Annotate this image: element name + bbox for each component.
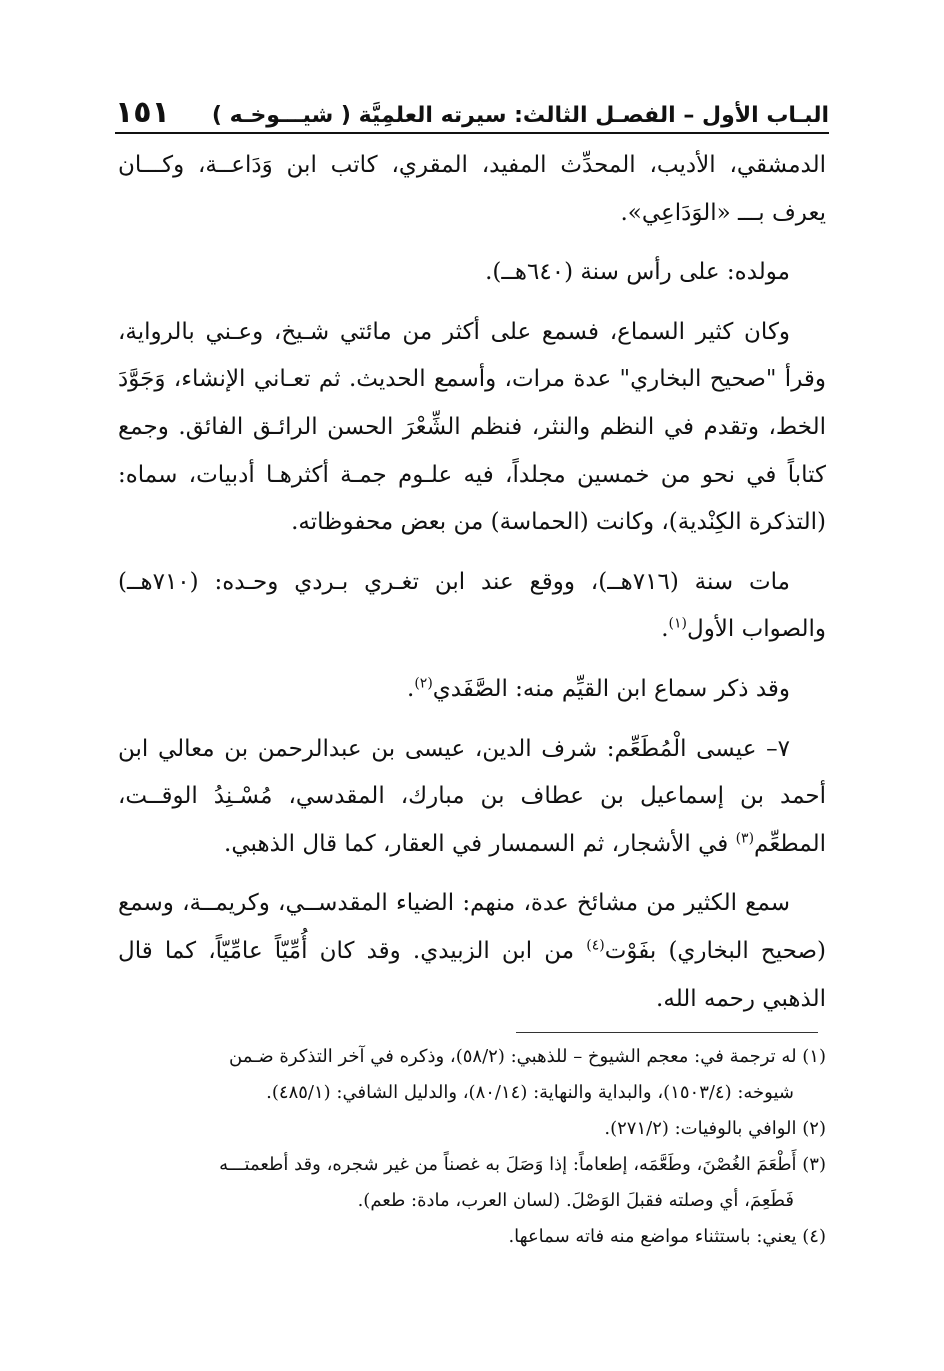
main-text: [118, 142, 826, 1035]
page-number: ١٥١: [115, 95, 170, 130]
hearing-text-b: من ابن الزبيدي. وقد كان أُمِّيّاً عامِّيّاً، كما قال الذهبي رحمه الله.: [118, 937, 826, 1012]
footnote-ref-1[interactable]: (١): [668, 615, 687, 632]
running-header: [115, 92, 829, 134]
entry-7-text-b: في الأشجار، ثم السمسار في العقار، كما قال الذهبي.: [224, 830, 736, 857]
paragraph-hearing: [118, 880, 826, 1023]
footnote-1-line-1: (١) له ترجمة في: معجم الشيوخ – للذهبي: (٥٨/٢)، وذكره في آخر التذكرة ضـمن: [229, 1046, 826, 1067]
paragraph-death: مات سنة (٧١٦هــ)، ووقع عند ابن تغـري بـردي وحـده: (٧١٠هــ) والصواب الأول$^{(١)}$.: [118, 568, 826, 643]
footnote-ref-3[interactable]: (٣): [735, 830, 755, 847]
footnotes: [118, 1040, 826, 1256]
paragraph-entry-7: [118, 726, 826, 869]
footnote-4: (٤) يعني: باستثناء مواضع منه فاته سماعها.: [508, 1226, 826, 1247]
header-title: البـاب الأول – الفصـل الثالث: سيرته العلمِيَّة ( شيـــوخـه ): [211, 103, 829, 128]
footnote-3-line-1: (٣) أَطْعَمَ الغُصْنَ، وطَعَّمَه، إطعاماً: إذا وَصَلَ به غصناً من غير شجره، وقد أطعمتـــه: [219, 1154, 826, 1175]
paragraph-1: الدمشقي، الأديب، المحدِّث المفيد، المقري، كاتب ابن وَدَاعــة، وكـــان يعرف بـــ «الوَدَاعِي».: [118, 152, 826, 226]
paragraph-mention: وقد ذكر سماع ابن القيِّم منه: الصَّفَدي$^{(٢)}$.: [407, 675, 790, 702]
paragraph-biography: وكان كثير السماع، فسمع على أكثر من مائتي شـيخ، وعـني بالرواية، وقرأ "صحيح البخاري" عدة مرات، وأسمع الحديث. ثم تعـاني الإنشاء، وَجَوَّدَ الخط، وتقدم في النظم والنثر، فنظم الشِّعْرَ الحسن الرائـق الفائق. وجمع كتاباً في نحو من خمسين مجلداً، فيه علـوم جمـة أكثرهـا أدبيات، سماه: (التذكرة الكِنْدية)، وكانت (الحماسة) من بعض محفوظاته.: [118, 318, 826, 536]
death-text: مات سنة (٧١٦هــ)، ووقع عند ابن تغـري بـردي وحـده: (٧١٠هــ) والصواب الأول: [118, 568, 826, 643]
footnote-ref-4[interactable]: (٤): [586, 937, 605, 954]
footnote-divider: [516, 1032, 818, 1033]
footnote-3-line-2: فَطَعِمَ، أي وصلته فقبلَ الوَصْلَ. (لسان العرب، مادة: طعم).: [357, 1190, 794, 1211]
footnote-1-line-2: شيوخه: (١٥٠٣/٤)، والبداية والنهاية: (٨٠/١٤)، والدليل الشافي: (٤٨٥/١).: [266, 1082, 794, 1103]
mention-text: وقد ذكر سماع ابن القيِّم منه: الصَّفَدي: [432, 675, 790, 702]
hearing-text-a: سمع الكثير من مشائخ عدة، منهم: الضياء المقدســي، وكريمــة، وسمع (صحيح البخاري) بفَوْت: [118, 890, 826, 964]
footnote-ref-2[interactable]: (٢): [414, 675, 433, 692]
footnote-2: (٢) الوافي بالوفيات: (٢٧١/٢).: [604, 1118, 826, 1139]
paragraph-birth: مولده: على رأس سنة (٦٤٠هــ).: [485, 259, 790, 286]
entry-7-text-a: ٧– عيسى الْمُطَعِّم: شرف الدين، عيسى بن عبدالرحمن بن معالي ابن أحمد بن إسماعيل بن عطاف بن مبارك، المقدسي، مُسْـنِدُ الوقــت، المطعِّم: [118, 735, 826, 857]
